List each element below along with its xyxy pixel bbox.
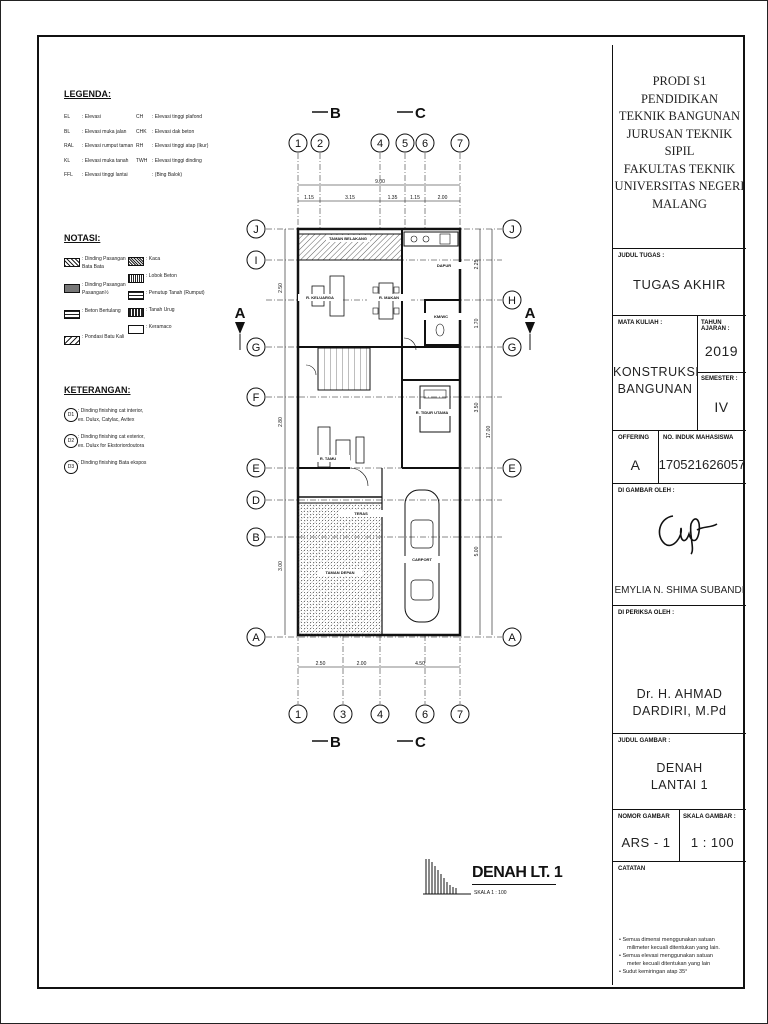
grid-bubble-label: G bbox=[507, 342, 517, 354]
digambar-label: DI GAMBAR OLEH : bbox=[618, 488, 675, 494]
title-underline bbox=[472, 884, 556, 885]
mata-kuliah-line-1: KONSTRUKSI bbox=[613, 365, 700, 379]
legenda-item: TWH bbox=[136, 157, 148, 164]
notasi-label: : Keramaco bbox=[146, 324, 172, 330]
digambar-cell bbox=[613, 484, 746, 606]
room-label: KM/WC bbox=[434, 314, 448, 319]
catatan-line: milimeter kecuali ditentukan yang lain. bbox=[627, 945, 720, 951]
grid-bubble-label: I bbox=[254, 255, 258, 267]
legenda-item: : Elevasi tinggi lantai bbox=[82, 172, 128, 178]
grid-bubble-label: 2 bbox=[316, 138, 324, 150]
grid-bubble-label: A bbox=[252, 632, 260, 644]
room-label: TAMAN DEPAN bbox=[325, 570, 355, 575]
room-label: R. MAKAN bbox=[379, 295, 399, 300]
room-label: R. TIDUR UTAMA bbox=[415, 410, 449, 415]
dim-text: 2.50 bbox=[278, 283, 284, 293]
skala-gambar-label: SKALA GAMBAR : bbox=[683, 814, 736, 820]
institution-line: PRODI S1 PENDIDIKAN bbox=[640, 74, 719, 106]
judul-tugas-cell bbox=[613, 249, 746, 316]
legenda-item: : Elevasi tinggi dinding bbox=[152, 157, 202, 164]
legenda-item: CH bbox=[136, 114, 144, 120]
section-label: C bbox=[415, 105, 426, 122]
judul-gambar-label: JUDUL GAMBAR : bbox=[618, 738, 671, 744]
grid-bubble-label: 7 bbox=[456, 138, 464, 150]
dim-text: 2.25 bbox=[474, 259, 480, 270]
dim-text: 3.00 bbox=[278, 561, 284, 571]
catatan-line: • Semua elevasi menggunakan satuan bbox=[619, 953, 713, 959]
tahun-ajaran-value: 2019 bbox=[704, 343, 739, 359]
diperiksa-cell bbox=[613, 606, 746, 734]
dim-text: 1.35 bbox=[387, 195, 398, 201]
catatan-line: • Sudut kemiringan atap 35° bbox=[619, 969, 688, 975]
grid-bubble-label: A bbox=[508, 632, 516, 644]
legenda-item: BL bbox=[64, 128, 71, 135]
grid-bubble-label: B bbox=[252, 532, 260, 544]
nomor-gambar-cell bbox=[613, 810, 746, 862]
section-a-left: A bbox=[234, 305, 246, 322]
legenda-item: RAL bbox=[64, 143, 74, 149]
drawing-title: DENAH LT. 1 bbox=[472, 864, 563, 881]
diperiksa-label: DI PERIKSA OLEH : bbox=[618, 610, 675, 616]
dim-text: 2.00 bbox=[356, 661, 367, 667]
grid-bubble-label: E bbox=[252, 463, 260, 475]
mata-kuliah-line-2: BANGUNAN bbox=[617, 382, 693, 396]
legenda-item: : Elevasi dak beton bbox=[152, 128, 195, 135]
nomor-gambar-label: NOMOR GAMBAR bbox=[618, 814, 670, 820]
keterangan-line: : Dinding finishing cat interior, bbox=[78, 408, 144, 414]
legenda-item: : Elevasi bbox=[82, 114, 101, 120]
legenda-item: : Elevasi tinggi atap (Ikur) bbox=[152, 143, 209, 149]
diperiksa-line-2: DARDIRI, M.Pd bbox=[632, 704, 727, 718]
offering-value: A bbox=[630, 457, 641, 473]
grid-bubble-label: 1 bbox=[294, 709, 302, 721]
offering-label: OFFERING bbox=[618, 435, 649, 441]
judul-tugas-value: TUGAS AKHIR bbox=[633, 277, 726, 292]
judul-gambar-cell bbox=[613, 734, 746, 810]
grid-bubble-label: J bbox=[253, 224, 259, 236]
institution-name bbox=[613, 73, 746, 213]
legenda-item: : Elevasi muka jalan bbox=[82, 128, 127, 135]
semester-value: IV bbox=[714, 399, 729, 415]
institution-line: UNIVERSITAS NEGERI bbox=[614, 179, 745, 193]
notasi-label: : Dinding Pasangan bbox=[82, 282, 126, 288]
legenda-item: FFL bbox=[64, 172, 73, 178]
keterangan-line: ex. Dulux, Catylac, Avitex bbox=[78, 417, 135, 423]
notasi-label: : Pondasi Batu Kali bbox=[82, 334, 125, 340]
institution-line: MALANG bbox=[652, 196, 707, 211]
dim-text: 2.50 bbox=[315, 661, 326, 667]
grid-bubble-label: H bbox=[508, 295, 516, 307]
notasi-label: : Lobok Beton bbox=[146, 273, 177, 279]
room-label: R. TAMU bbox=[319, 456, 337, 461]
legenda-title: LEGENDA: bbox=[64, 89, 111, 99]
legenda-item: KL bbox=[64, 157, 71, 164]
diperiksa-value bbox=[613, 686, 746, 720]
room-label: DAPUR bbox=[436, 263, 452, 268]
section-label: B bbox=[330, 105, 341, 122]
dim-text: 3.50 bbox=[474, 402, 480, 413]
section-label: C bbox=[415, 734, 426, 751]
drawing-title-graphic bbox=[423, 854, 473, 904]
offering-cell bbox=[613, 431, 746, 484]
notasi-label: : Penutup Tanah (Rumput) bbox=[146, 290, 205, 296]
legenda-item: : Elevasi muka tanah bbox=[82, 157, 129, 164]
institution-line: TEKNIK BANGUNAN bbox=[618, 109, 741, 123]
catatan-line: • Semua dimensi menggunakan satuan bbox=[619, 937, 715, 943]
section-arrow bbox=[235, 322, 245, 334]
stairs bbox=[318, 348, 370, 390]
nim-value: 170521626057 bbox=[658, 457, 746, 472]
notasi-title: NOTASI: bbox=[64, 233, 101, 243]
grid-bubble-label: 5 bbox=[401, 138, 409, 150]
title-block bbox=[612, 45, 746, 985]
institution-cell bbox=[613, 45, 746, 249]
notasi-label: Bata Bata bbox=[82, 264, 104, 270]
room-label: TAMAN BELAKANG bbox=[329, 236, 367, 241]
grid-bubble-label: 4 bbox=[376, 709, 384, 721]
judul-gambar-line-2: LANTAI 1 bbox=[650, 778, 709, 792]
dim-text: 2.80 bbox=[278, 417, 284, 427]
grid-bubble-label: 6 bbox=[421, 138, 429, 150]
tahun-ajaran-label: TAHUN AJARAN : bbox=[701, 320, 730, 332]
institution-line: JURUSAN TEKNIK bbox=[626, 126, 733, 141]
drawing-scale: SKALA 1 : 100 bbox=[474, 890, 507, 896]
dim-text: 5.00 bbox=[474, 546, 480, 557]
section-a-right: A bbox=[524, 305, 536, 322]
grid-bubble-label: 4 bbox=[376, 138, 384, 150]
legenda-item: EL bbox=[64, 114, 71, 120]
legenda-item: CHK bbox=[136, 128, 147, 135]
mata-kuliah-cell bbox=[613, 316, 746, 431]
dim-text: 2.00 bbox=[437, 195, 448, 201]
room-label: CARPORT bbox=[412, 557, 432, 562]
dim-text: 9.00 bbox=[375, 179, 385, 185]
keterangan-line: ex. Dulux for Ekstoriordoutora bbox=[78, 443, 145, 449]
grid-bubble-label: 7 bbox=[456, 709, 464, 721]
section-label: B bbox=[330, 734, 341, 751]
catatan-list bbox=[619, 936, 744, 976]
dim-text: 3.15 bbox=[345, 195, 355, 201]
skala-gambar-value: 1 : 100 bbox=[690, 835, 735, 850]
notasi-label: : Tanah Urug bbox=[146, 307, 175, 313]
dim-text: 1.15 bbox=[410, 195, 420, 201]
divider bbox=[697, 372, 746, 373]
notasi-label: : Dinding Pasangan bbox=[82, 256, 126, 262]
catatan-line: meter kecuali ditentukan yang lain bbox=[627, 961, 711, 967]
notasi-label: Pasangan½ bbox=[82, 290, 109, 296]
mata-kuliah-value bbox=[613, 364, 700, 398]
keterangan-title: KETERANGAN: bbox=[64, 385, 131, 395]
legenda-item: : Elevasi tinggi plafond bbox=[152, 114, 203, 120]
notasi-label: : Beton Bertulang bbox=[82, 308, 121, 314]
grid-bubble-label: D bbox=[252, 495, 260, 507]
semester-label: SEMESTER : bbox=[701, 376, 738, 382]
notasi-label: : Kaca bbox=[146, 256, 161, 262]
dim-text: 17.00 bbox=[486, 425, 492, 439]
nim-label: NO. INDUK MAHASISWA bbox=[663, 435, 734, 441]
dim-text: 1.70 bbox=[474, 318, 480, 329]
keterangan-line: : Dinding finishing Bata ekspos bbox=[78, 460, 147, 466]
mata-kuliah-label: MATA KULIAH : bbox=[618, 320, 663, 326]
grid-bubble-label: J bbox=[509, 224, 515, 236]
dim-text: 1.15 bbox=[304, 195, 314, 201]
judul-gambar-line-1: DENAH bbox=[656, 761, 703, 775]
keterangan-tag: D2 bbox=[64, 434, 78, 448]
judul-tugas-label: JUDUL TUGAS : bbox=[618, 253, 665, 259]
room-label: R. KELUARGA bbox=[306, 295, 334, 300]
diperiksa-line-1: Dr. H. AHMAD bbox=[636, 687, 723, 701]
grid-bubble-label: G bbox=[251, 342, 261, 354]
grid-bubble-label: 6 bbox=[421, 709, 429, 721]
grid-bubble-label: 1 bbox=[294, 138, 302, 150]
nomor-gambar-value: ARS - 1 bbox=[621, 835, 671, 850]
legenda-item: : (Bing Balok) bbox=[152, 172, 183, 178]
keterangan-tag: D3 bbox=[64, 460, 78, 474]
legenda-item: : Elevasi rumput taman bbox=[82, 143, 134, 149]
grid-bubble-label: F bbox=[252, 392, 260, 404]
room-label: TERAS bbox=[354, 511, 368, 516]
grid-bubble-label: 3 bbox=[339, 709, 347, 721]
institution-line: FAKULTAS TEKNIK bbox=[623, 161, 736, 176]
digambar-value: EMYLIA N. SHIMA SUBANDI bbox=[614, 585, 745, 596]
keterangan-line: : Dinding finishing cat exterior, bbox=[78, 434, 145, 440]
signature-image bbox=[651, 506, 721, 556]
catatan-cell bbox=[613, 862, 746, 985]
section-arrow bbox=[525, 322, 535, 334]
keterangan-tag: D1 bbox=[64, 408, 78, 422]
judul-gambar-value bbox=[613, 760, 746, 794]
legenda-item: RH bbox=[136, 143, 144, 149]
dim-text: 4.50 bbox=[415, 661, 425, 667]
grid-bubble-label: E bbox=[508, 463, 516, 475]
catatan-label: CATATAN bbox=[618, 866, 646, 872]
institution-line: SIPIL bbox=[664, 144, 695, 158]
